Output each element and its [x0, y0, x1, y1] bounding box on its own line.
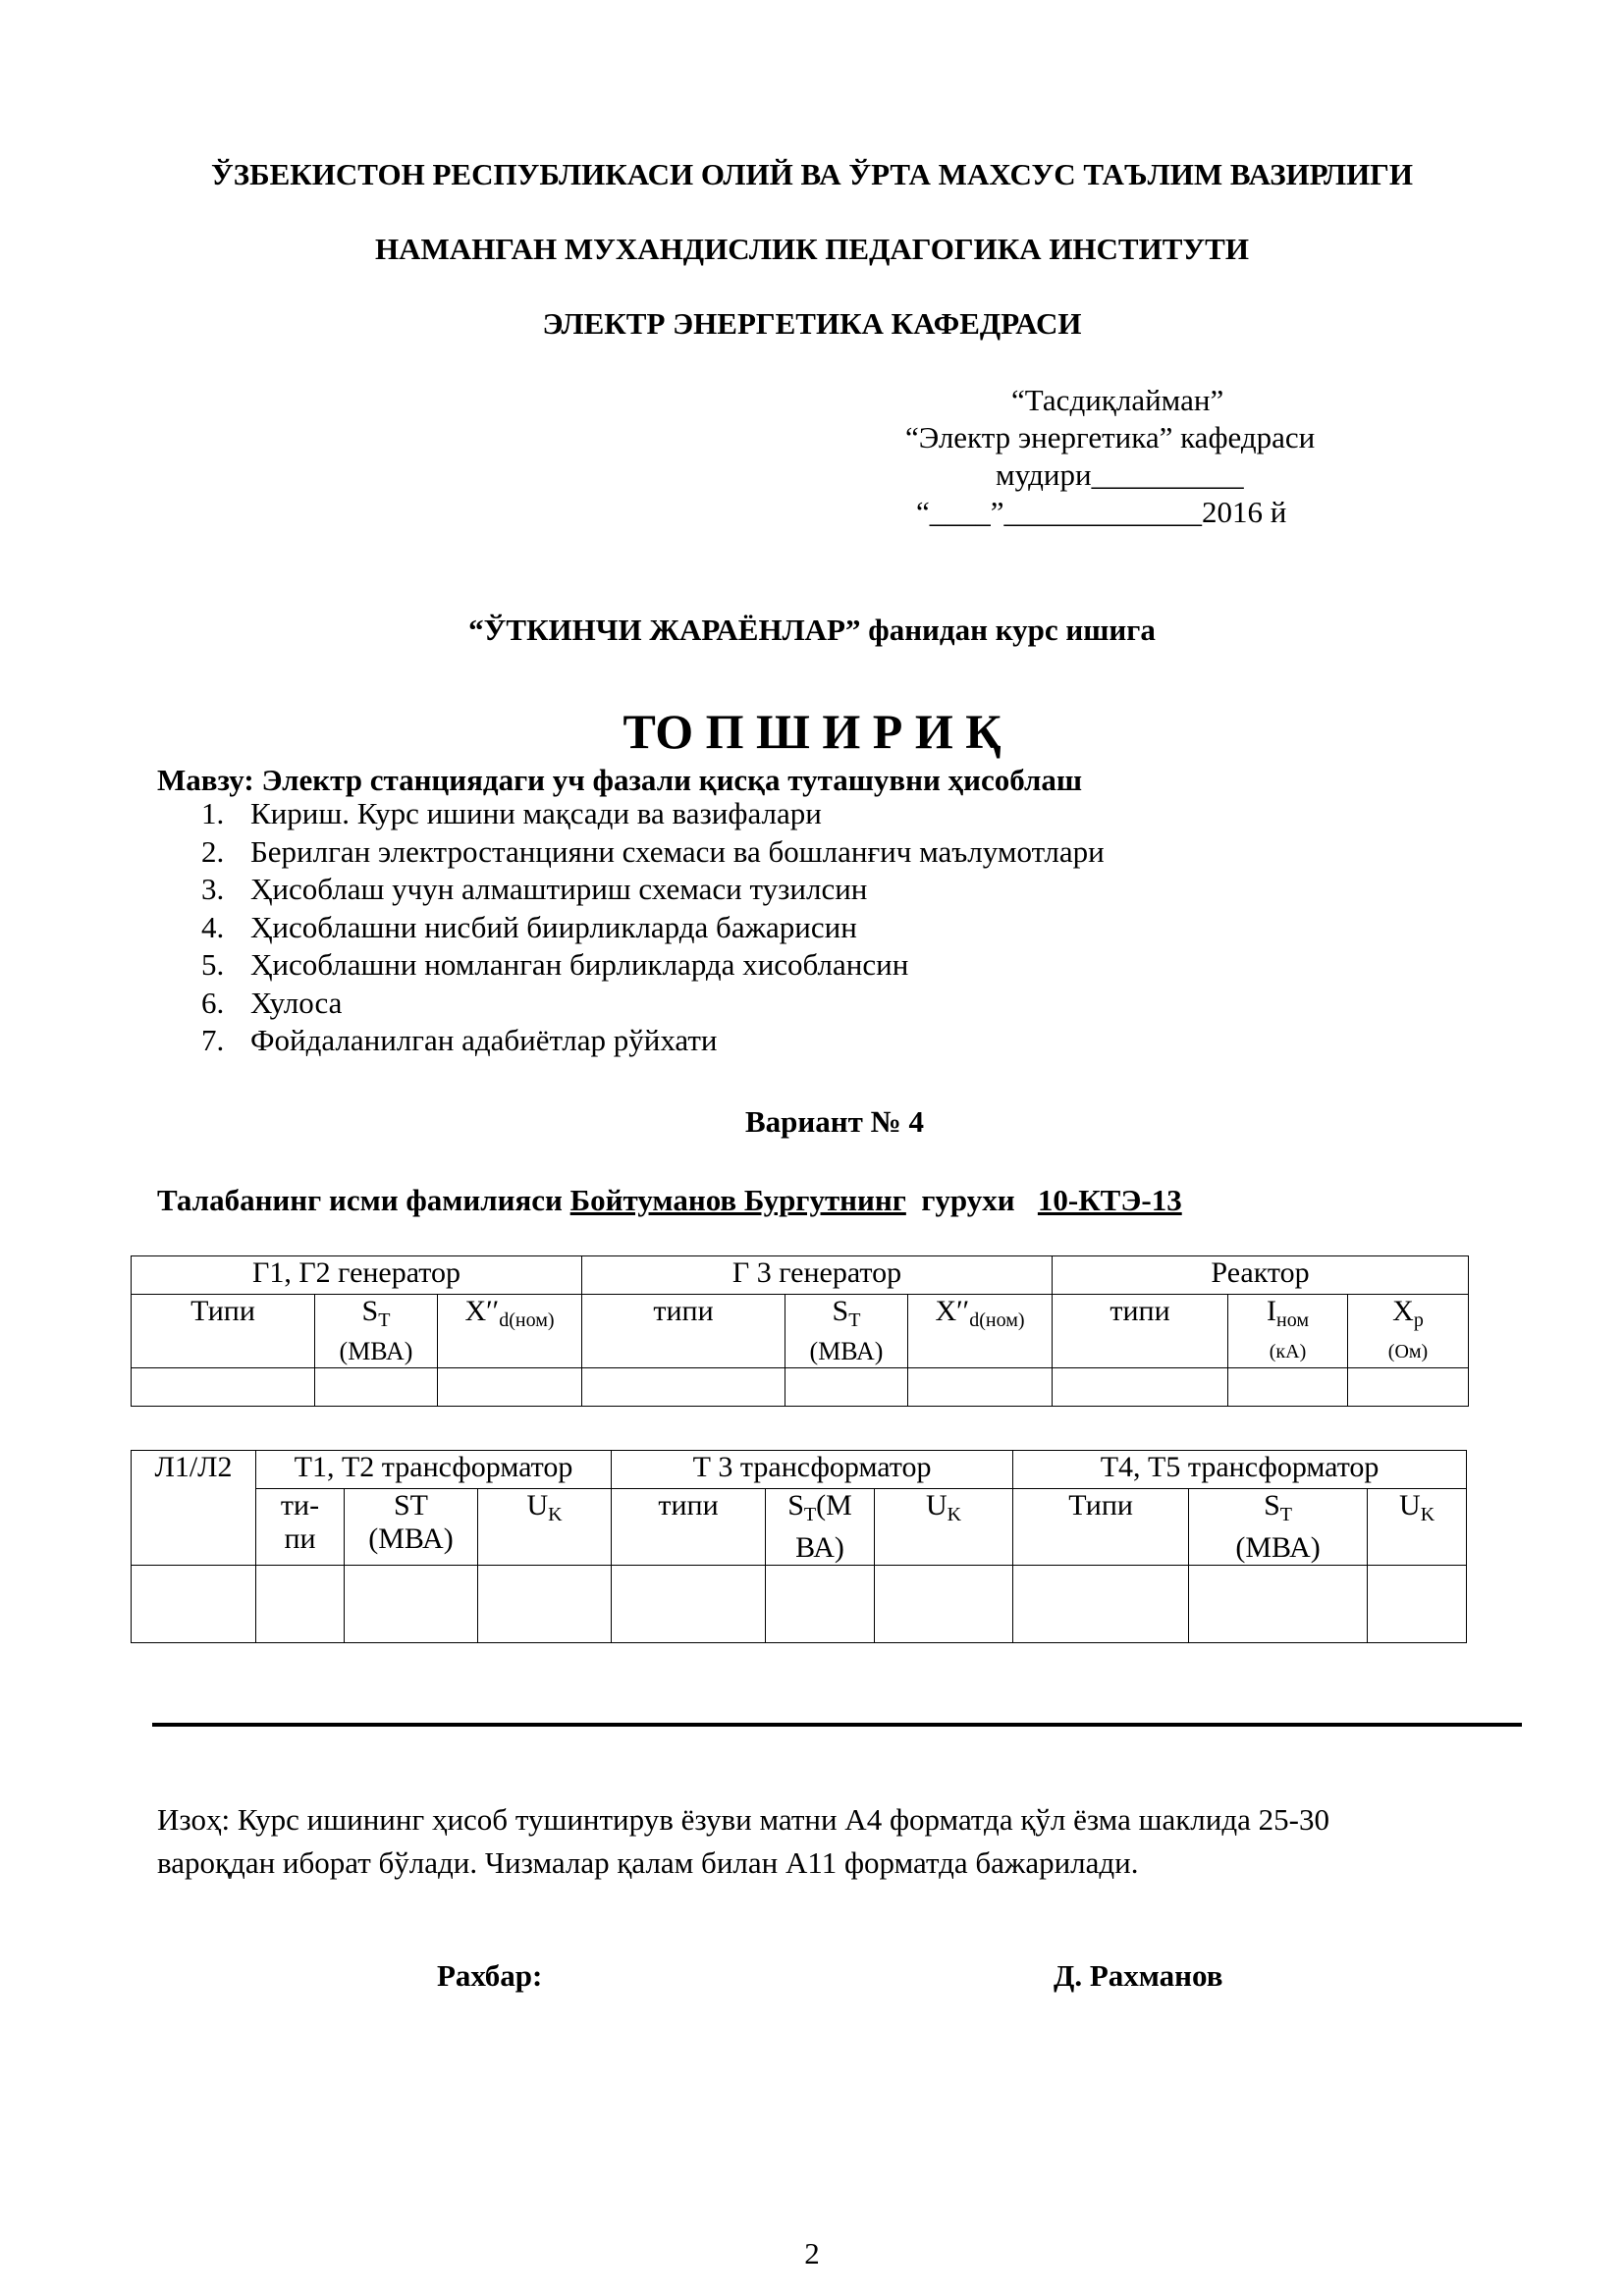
table-cell[interactable]: [438, 1368, 582, 1407]
list-item: 6. Хулоса: [201, 985, 343, 1020]
t1-power-header: ST (МВА): [345, 1489, 478, 1566]
table-cell[interactable]: [766, 1566, 875, 1643]
t4-type-header: Типи: [1013, 1489, 1189, 1566]
header-t3: Т 3 трансформатор: [612, 1451, 1013, 1489]
table-cell[interactable]: [875, 1566, 1013, 1643]
table-cell[interactable]: [1013, 1566, 1189, 1643]
t1-type-header: ти- пи: [256, 1489, 345, 1566]
table-cell[interactable]: [785, 1368, 908, 1407]
horizontal-divider: [152, 1723, 1522, 1727]
approval-line-2: “Электр энергетика” кафедраси: [905, 420, 1316, 454]
institute-heading: НАМАНГАН МУХАНДИСЛИК ПЕДАГОГИКА ИНСТИТУТИ: [375, 232, 1249, 266]
table-cell[interactable]: [256, 1566, 345, 1643]
table-cell[interactable]: [1228, 1368, 1348, 1407]
table-cell[interactable]: [582, 1368, 785, 1407]
task-list: [201, 795, 1105, 1060]
table-cell[interactable]: [1189, 1566, 1368, 1643]
reactor-type-header: типи: [1053, 1295, 1228, 1368]
line-transformer-table: [131, 1450, 1467, 1643]
student-line: [157, 1183, 1182, 1218]
variant-label: Вариант № 4: [744, 1104, 925, 1139]
supervisor-label: Рахбар:: [437, 1958, 543, 1993]
list-item: 4. Ҳисоблашни нисбий биирликларда бажарисин: [201, 909, 857, 944]
t3-type-header: типи: [612, 1489, 766, 1566]
approval-line-1: “Тасдиқлайман”: [1011, 383, 1224, 417]
table-cell[interactable]: [132, 1368, 315, 1407]
g1-reactance-header: $X''_{d(ном)}$: [438, 1295, 582, 1368]
t4-power-header: $S_T$ (МВА): [1189, 1489, 1368, 1566]
t3-power-header: $S_T(М$ ВА): [766, 1489, 875, 1566]
list-item: 2. Берилган электростанцияни схемаси ва бошланғич маълумотлари: [201, 833, 1105, 869]
header-reactor: Реактор: [1053, 1256, 1469, 1295]
note-paragraph: [157, 1798, 1329, 1885]
g3-type-header: типи: [582, 1295, 785, 1368]
list-item: 1. Кириш. Курс ишини мақсади ва вазифалари: [201, 796, 822, 830]
list-item: 7. Фойдаланилган адабиётлар рўйхати: [201, 1023, 718, 1057]
approval-line-3: мудири__________: [996, 457, 1244, 492]
table-cell[interactable]: [478, 1566, 612, 1643]
page-title: ТО П Ш И Р И Қ: [623, 704, 1001, 759]
table-cell[interactable]: [315, 1368, 438, 1407]
reactor-current-header: $I_{ном}$ (кА): [1228, 1295, 1348, 1368]
table-cell[interactable]: [1368, 1566, 1467, 1643]
g3-reactance-header: $X''_{d(ном)}$: [908, 1295, 1053, 1368]
line-header: Л1/Л2: [132, 1451, 256, 1566]
header-g1-g2: Г1, Г2 генератор: [132, 1256, 582, 1295]
header-t4-t5: Т4, Т5 трансформатор: [1013, 1451, 1467, 1489]
g1-type-header: Типи: [132, 1295, 315, 1368]
generator-reactor-table: [131, 1255, 1469, 1407]
t1-voltage-header: $U_K$: [478, 1489, 612, 1566]
reactor-reactance-header: $X_p$ (Ом): [1348, 1295, 1469, 1368]
g3-power-header: $S_T$ (МВА): [785, 1295, 908, 1368]
table-cell[interactable]: [908, 1368, 1053, 1407]
approval-line-4: “____”_____________2016 й: [916, 495, 1287, 529]
table-cell[interactable]: [1348, 1368, 1469, 1407]
group-label: гурухи: [905, 1183, 1038, 1217]
course-line: “ЎТКИНЧИ ЖАРАЁНЛАР” фанидан курс ишига: [468, 613, 1156, 647]
list-item: 5. Ҳисоблашни номланган бирликларда хисоблансин: [201, 947, 909, 982]
header-g3: Г 3 генератор: [582, 1256, 1053, 1295]
note-line-2: вароқдан иборат бўлади. Чизмалар қалам билан А11 форматда бажарилади.: [157, 1845, 1139, 1880]
table-cell[interactable]: [1053, 1368, 1228, 1407]
student-name: Бойтуманов Бургутнинг: [569, 1183, 906, 1217]
topic-line: Мавзу: Электр станциядаги уч фазали қисқа туташувни ҳисоблаш: [157, 763, 1083, 797]
ministry-heading: ЎЗБЕКИСТОН РЕСПУБЛИКАСИ ОЛИЙ ВА ЎРТА МАХСУС ТАЪЛИМ ВАЗИРЛИГИ: [210, 157, 1414, 191]
list-item: 3. Ҳисоблаш учун алмаштириш схемаси тузилсин: [201, 872, 868, 906]
g1-power-header: $S_T$ (МВА): [315, 1295, 438, 1368]
table-cell[interactable]: [612, 1566, 766, 1643]
table-cell[interactable]: [132, 1566, 256, 1643]
student-label: Талабанинг исми фамилияси: [157, 1183, 570, 1217]
department-heading: ЭЛЕКТР ЭНЕРГЕТИКА КАФЕДРАСИ: [542, 306, 1082, 341]
supervisor-name: Д. Рахманов: [1054, 1958, 1223, 1993]
note-line-1: Изоҳ: Курс ишининг ҳисоб тушинтирув ёзуви матни А4 форматда қўл ёзма шаклида 25-30: [157, 1802, 1329, 1837]
group-value: 10-КТЭ-13: [1037, 1183, 1182, 1217]
page-number: 2: [804, 2236, 820, 2270]
header-t1-t2: Т1, Т2 трансформатор: [256, 1451, 612, 1489]
t3-voltage-header: $U_K$: [875, 1489, 1013, 1566]
table-cell[interactable]: [345, 1566, 478, 1643]
t4-voltage-header: $U_K$: [1368, 1489, 1467, 1566]
